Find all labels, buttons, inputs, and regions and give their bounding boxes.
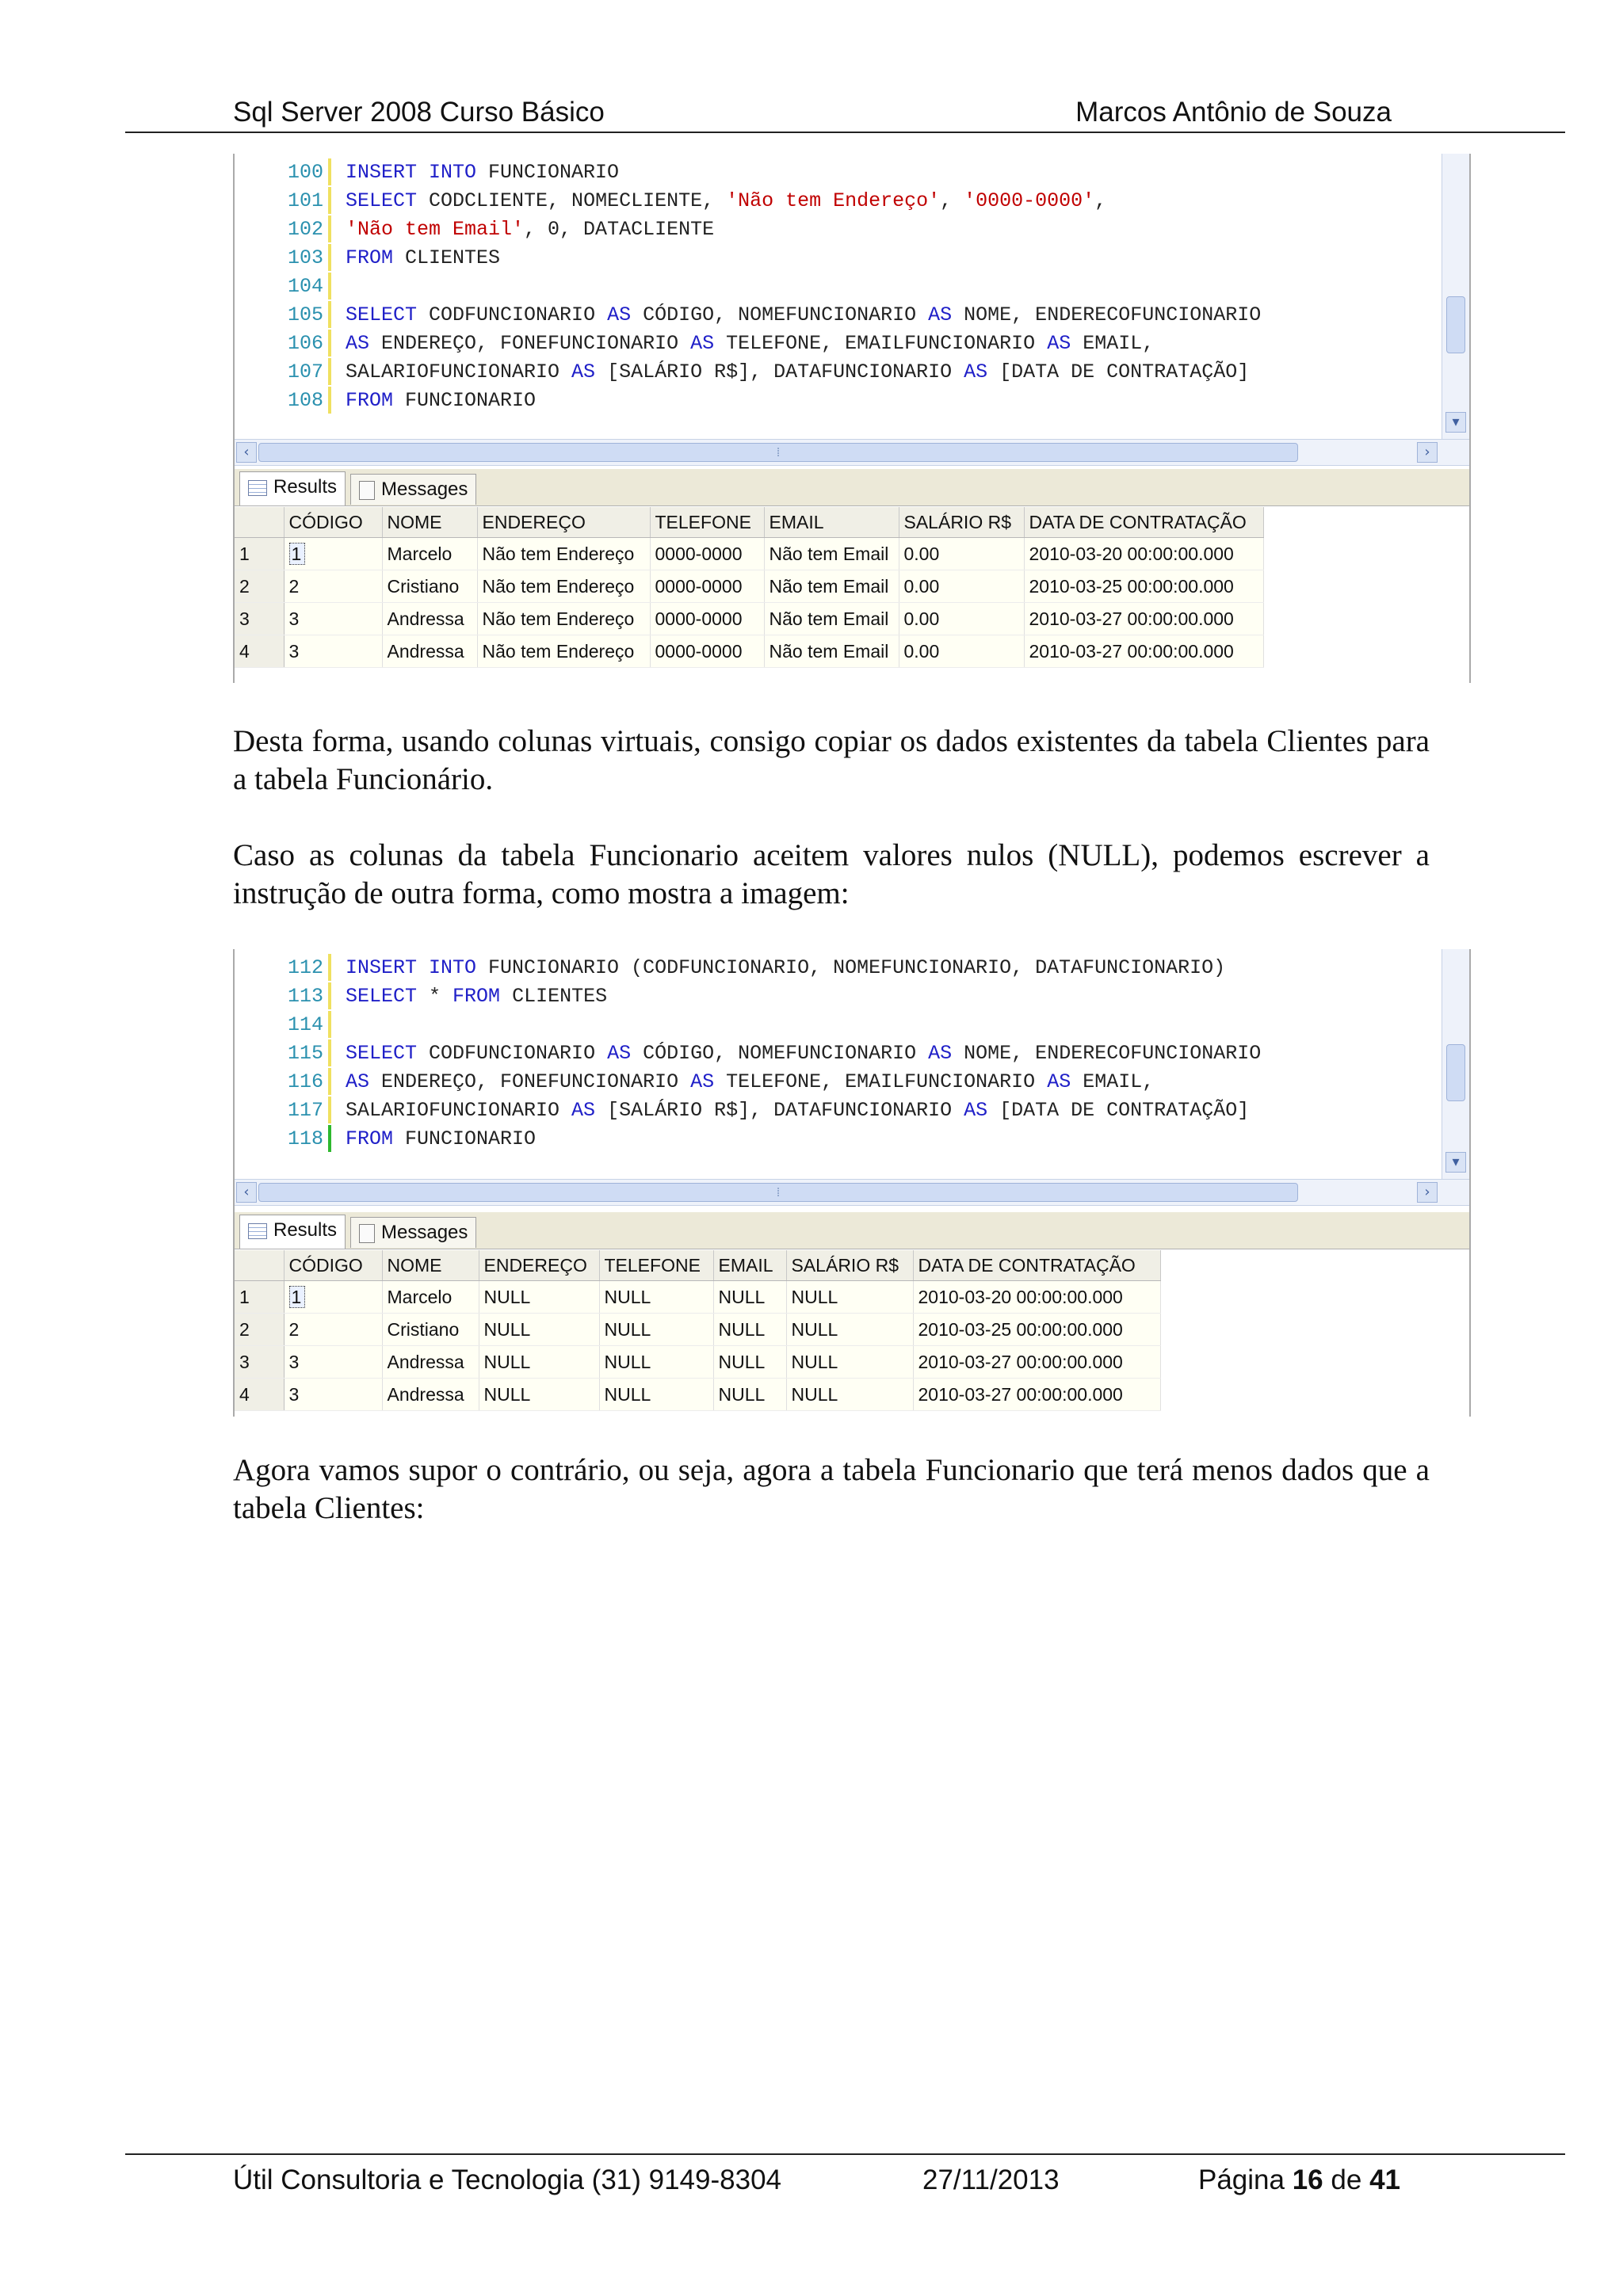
table-cell[interactable]: 3 xyxy=(284,1379,382,1411)
line-number: 116 xyxy=(287,1070,323,1093)
sql-text: TELEFONE, EMAILFUNCIONARIO xyxy=(726,1070,1048,1093)
code-line[interactable] xyxy=(235,215,714,244)
change-marker xyxy=(328,1125,331,1152)
scroll-left-icon[interactable]: ‹ xyxy=(236,442,257,463)
change-marker xyxy=(328,301,331,328)
table-row[interactable] xyxy=(235,1346,1160,1379)
sql-keyword: FROM xyxy=(453,985,513,1008)
table-cell[interactable]: NULL xyxy=(479,1379,599,1411)
change-marker xyxy=(328,358,331,385)
change-marker xyxy=(328,273,331,299)
table-row[interactable] xyxy=(235,1379,1160,1411)
footer-page-number: Página 16 de 41 xyxy=(1198,2164,1400,2195)
column-header[interactable]: ENDEREÇO xyxy=(479,1250,599,1281)
table-cell[interactable]: NULL xyxy=(786,1314,913,1346)
grid-icon xyxy=(248,480,267,496)
table-cell[interactable]: Não tem Endereço xyxy=(477,538,650,570)
table-cell[interactable]: NULL xyxy=(786,1281,913,1314)
table-cell[interactable]: NULL xyxy=(713,1314,786,1346)
table-cell[interactable]: Não tem Email xyxy=(764,570,899,603)
table-cell[interactable]: 2 xyxy=(284,1314,382,1346)
column-header[interactable]: ENDEREÇO xyxy=(477,507,650,538)
message-icon xyxy=(359,1224,375,1243)
sql-keyword: AS xyxy=(1047,332,1083,355)
sql-keyword: AS xyxy=(964,1099,1000,1122)
header-rule xyxy=(125,132,1565,133)
table-cell[interactable]: Cristiano xyxy=(382,1314,479,1346)
table-cell[interactable]: Não tem Endereço xyxy=(477,603,650,635)
code-line[interactable] xyxy=(235,387,536,415)
scroll-left-icon[interactable]: ‹ xyxy=(236,1182,257,1203)
sql-keyword: FROM xyxy=(346,246,406,269)
column-header[interactable]: CÓDIGO xyxy=(284,507,382,538)
line-number: 102 xyxy=(287,218,323,241)
sql-text: , 0, DATACLIENTE xyxy=(524,218,715,241)
line-number: 114 xyxy=(287,1013,323,1036)
row-number[interactable]: 1 xyxy=(235,538,284,570)
row-number[interactable]: 2 xyxy=(235,570,284,603)
sql-text: * xyxy=(429,985,453,1008)
sql-text: FUNCIONARIO (CODFUNCIONARIO, NOMEFUNCIONARIO, DATAFUNCIONARIO) xyxy=(488,956,1226,979)
sql-keyword: INSERT INTO xyxy=(346,161,489,184)
code-line[interactable] xyxy=(235,1068,1154,1097)
paragraph-3: Agora vamos supor o contrário, ou seja, agora a tabela Funcionario que terá menos dados que a tabela Clientes: xyxy=(233,1453,1430,1525)
line-number: 104 xyxy=(287,275,323,298)
change-marker xyxy=(328,158,331,185)
table-cell[interactable]: 2010-03-20 00:00:00.000 xyxy=(1024,538,1263,570)
header-title: Sql Server 2008 Curso Básico xyxy=(233,97,605,128)
selected-cell-value: 1 xyxy=(289,1286,306,1308)
footer-rule xyxy=(125,2153,1565,2155)
change-marker xyxy=(328,330,331,357)
sql-keyword: SELECT xyxy=(346,189,430,212)
sql-keyword: FROM xyxy=(346,1127,406,1150)
table-cell[interactable]: 0.00 xyxy=(899,570,1024,603)
scroll-right-icon[interactable]: › xyxy=(1417,1182,1438,1203)
sql-text: FUNCIONARIO xyxy=(488,161,620,184)
sql-text: , xyxy=(1094,189,1107,212)
sql-text: CODCLIENTE, NOMECLIENTE, xyxy=(429,189,727,212)
table-cell[interactable]: NULL xyxy=(713,1281,786,1314)
line-number: 107 xyxy=(287,360,323,383)
row-number[interactable]: 4 xyxy=(235,1379,284,1411)
sql-keyword: SELECT xyxy=(346,1042,430,1065)
footer-company: Útil Consultoria e Tecnologia (31) 9149-8304 xyxy=(233,2164,782,2195)
code-line[interactable] xyxy=(235,954,1225,982)
table-cell[interactable]: Não tem Endereço xyxy=(477,635,650,668)
line-number: 100 xyxy=(287,161,323,184)
table-cell[interactable]: NULL xyxy=(599,1314,713,1346)
sql-text: SALARIOFUNCIONARIO xyxy=(346,1099,572,1122)
table-row[interactable] xyxy=(235,538,1263,570)
column-header[interactable]: CÓDIGO xyxy=(284,1250,382,1281)
change-marker xyxy=(328,982,331,1009)
scroll-down-icon[interactable]: ▾ xyxy=(1445,412,1466,433)
table-cell[interactable]: Não tem Email xyxy=(764,635,899,668)
horizontal-scroll-thumb[interactable]: ⁞ xyxy=(258,1183,1298,1202)
vertical-scrollbar[interactable] xyxy=(1442,154,1469,439)
row-number[interactable]: 3 xyxy=(235,1346,284,1379)
sql-keyword: AS xyxy=(607,303,643,326)
results-tabbar xyxy=(235,1212,1469,1249)
results-tabbar xyxy=(235,469,1469,506)
code-line[interactable] xyxy=(235,1039,1261,1068)
code-area[interactable] xyxy=(235,949,1442,1179)
table-row[interactable] xyxy=(235,635,1263,668)
vertical-scroll-thumb[interactable] xyxy=(1446,1044,1465,1101)
sql-keyword: AS xyxy=(928,1042,964,1065)
change-marker xyxy=(328,215,331,242)
sql-string: '0000-0000' xyxy=(964,189,1095,212)
table-row[interactable] xyxy=(235,570,1263,603)
sql-keyword: AS xyxy=(964,360,1000,383)
vertical-scroll-thumb[interactable] xyxy=(1446,296,1465,353)
table-cell[interactable]: NULL xyxy=(713,1346,786,1379)
line-number: 103 xyxy=(287,246,323,269)
footer-date: 27/11/2013 xyxy=(922,2164,1060,2195)
sql-keyword: AS xyxy=(571,360,608,383)
column-header[interactable]: NOME xyxy=(382,507,477,538)
header-row xyxy=(235,507,1263,538)
sql-text: SALARIOFUNCIONARIO xyxy=(346,360,572,383)
table-cell[interactable]: 2010-03-20 00:00:00.000 xyxy=(913,1281,1160,1314)
table-cell[interactable]: 2010-03-25 00:00:00.000 xyxy=(1024,570,1263,603)
table-cell[interactable]: 0.00 xyxy=(899,538,1024,570)
table-cell[interactable]: 0000-0000 xyxy=(650,570,764,603)
sql-text: CÓDIGO, NOMEFUNCIONARIO xyxy=(643,1042,929,1065)
code-area[interactable] xyxy=(235,154,1442,439)
sql-text: NOME, ENDERECOFUNCIONARIO xyxy=(964,1042,1262,1065)
table-cell[interactable] xyxy=(284,1281,382,1314)
column-header[interactable]: DATA DE CONTRATAÇÃO xyxy=(1024,507,1263,538)
table-cell[interactable]: Andressa xyxy=(382,603,477,635)
table-cell[interactable]: Andressa xyxy=(382,1379,479,1411)
results-table xyxy=(235,507,1264,668)
sql-text: CLIENTES xyxy=(512,985,608,1008)
code-line[interactable] xyxy=(235,273,346,301)
line-number: 117 xyxy=(287,1099,323,1122)
code-line[interactable] xyxy=(235,301,1261,330)
sql-text: ENDEREÇO, FONEFUNCIONARIO xyxy=(381,1070,691,1093)
line-number: 108 xyxy=(287,389,323,412)
sql-keyword: AS xyxy=(346,1070,382,1093)
scroll-right-icon[interactable]: › xyxy=(1417,442,1438,463)
header-row xyxy=(235,1250,1160,1281)
table-cell[interactable]: 2 xyxy=(284,570,382,603)
table-cell[interactable]: NULL xyxy=(479,1346,599,1379)
sql-text: FUNCIONARIO xyxy=(405,389,537,412)
sql-text: , xyxy=(940,189,964,212)
table-cell[interactable]: 2010-03-27 00:00:00.000 xyxy=(913,1346,1160,1379)
message-icon xyxy=(359,481,375,500)
code-line[interactable] xyxy=(235,330,1154,358)
sql-text: [SALÁRIO R$], DATAFUNCIONARIO xyxy=(607,1099,964,1122)
code-line[interactable] xyxy=(235,244,500,273)
table-cell[interactable]: Marcelo xyxy=(382,538,477,570)
code-line[interactable] xyxy=(235,158,619,187)
sql-keyword: AS xyxy=(346,332,382,355)
table-cell[interactable]: Não tem Email xyxy=(764,538,899,570)
table-cell[interactable]: 2010-03-27 00:00:00.000 xyxy=(1024,635,1263,668)
code-line[interactable] xyxy=(235,1125,536,1154)
row-number-header xyxy=(235,1250,284,1281)
sql-text: CODFUNCIONARIO xyxy=(429,1042,608,1065)
table-cell[interactable]: 3 xyxy=(284,603,382,635)
sql-keyword: FROM xyxy=(346,389,406,412)
table-cell[interactable] xyxy=(284,538,382,570)
table-cell[interactable]: NULL xyxy=(599,1281,713,1314)
line-number: 106 xyxy=(287,332,323,355)
column-header[interactable]: SALÁRIO R$ xyxy=(786,1250,913,1281)
table-row[interactable] xyxy=(235,603,1263,635)
table-cell[interactable]: Não tem Endereço xyxy=(477,570,650,603)
sql-string: 'Não tem Endereço' xyxy=(726,189,941,212)
sql-text: NOME, ENDERECOFUNCIONARIO xyxy=(964,303,1262,326)
sql-keyword: AS xyxy=(928,303,964,326)
results-grid xyxy=(235,1250,1469,1417)
table-cell[interactable]: NULL xyxy=(599,1379,713,1411)
tab-messages[interactable]: Messages xyxy=(350,474,476,505)
sql-text: TELEFONE, EMAILFUNCIONARIO xyxy=(726,332,1048,355)
column-header[interactable]: NOME xyxy=(382,1250,479,1281)
row-number[interactable]: 2 xyxy=(235,1314,284,1346)
sql-text: EMAIL, xyxy=(1083,332,1155,355)
code-line[interactable] xyxy=(235,982,607,1011)
table-row[interactable] xyxy=(235,1281,1160,1314)
horizontal-scrollbar[interactable] xyxy=(235,1179,1469,1206)
code-line[interactable] xyxy=(235,187,1106,215)
table-cell[interactable]: 0000-0000 xyxy=(650,538,764,570)
code-line[interactable] xyxy=(235,1011,346,1039)
sql-string: 'Não tem Email' xyxy=(346,218,525,241)
sql-keyword: SELECT xyxy=(346,985,430,1008)
sql-text: FUNCIONARIO xyxy=(405,1127,537,1150)
column-header[interactable]: TELEFONE xyxy=(599,1250,713,1281)
line-number: 101 xyxy=(287,189,323,212)
results-grid xyxy=(235,507,1469,683)
selected-cell-value: 1 xyxy=(289,543,306,565)
change-marker xyxy=(328,387,331,414)
page-header xyxy=(233,97,1392,128)
row-number[interactable]: 3 xyxy=(235,603,284,635)
table-cell[interactable]: Não tem Email xyxy=(764,603,899,635)
horizontal-scrollbar[interactable] xyxy=(235,439,1469,466)
change-marker xyxy=(328,1097,331,1123)
change-marker xyxy=(328,187,331,214)
table-cell[interactable]: Marcelo xyxy=(382,1281,479,1314)
sql-text: CÓDIGO, NOMEFUNCIONARIO xyxy=(643,303,929,326)
tab-results[interactable]: Results xyxy=(239,471,346,505)
change-marker xyxy=(328,1039,331,1066)
query-editor[interactable] xyxy=(235,949,1469,1179)
table-cell[interactable]: Cristiano xyxy=(382,570,477,603)
row-number[interactable]: 4 xyxy=(235,635,284,668)
sql-keyword: SELECT xyxy=(346,303,430,326)
line-number: 115 xyxy=(287,1042,323,1065)
column-header[interactable]: TELEFONE xyxy=(650,507,764,538)
table-cell[interactable]: Andressa xyxy=(382,1346,479,1379)
change-marker xyxy=(328,244,331,271)
change-marker xyxy=(328,1068,331,1095)
sql-keyword: AS xyxy=(1047,1070,1083,1093)
results-table xyxy=(235,1250,1161,1411)
table-cell[interactable]: NULL xyxy=(786,1379,913,1411)
table-cell[interactable]: 3 xyxy=(284,1346,382,1379)
line-number: 118 xyxy=(287,1127,323,1150)
grid-icon xyxy=(248,1223,267,1239)
paragraph-1: Desta forma, usando colunas virtuais, consigo copiar os dados existentes da tabela Clientes para a tabela Funcionário. xyxy=(233,724,1430,796)
sql-text: ENDEREÇO, FONEFUNCIONARIO xyxy=(381,332,691,355)
sql-text: EMAIL, xyxy=(1083,1070,1155,1093)
table-cell[interactable]: 0000-0000 xyxy=(650,635,764,668)
query-editor[interactable] xyxy=(235,154,1469,439)
column-header[interactable]: EMAIL xyxy=(764,507,899,538)
row-number[interactable]: 1 xyxy=(235,1281,284,1314)
sql-text: CLIENTES xyxy=(405,246,501,269)
line-number: 113 xyxy=(287,985,323,1008)
change-marker xyxy=(328,1011,331,1038)
sql-keyword: AS xyxy=(690,332,727,355)
tab-results[interactable]: Results xyxy=(239,1215,346,1249)
table-cell[interactable]: NULL xyxy=(479,1281,599,1314)
table-cell[interactable]: 2010-03-27 00:00:00.000 xyxy=(1024,603,1263,635)
table-cell[interactable]: 0.00 xyxy=(899,603,1024,635)
sql-keyword: INSERT INTO xyxy=(346,956,489,979)
table-cell[interactable]: 0000-0000 xyxy=(650,603,764,635)
table-cell[interactable]: 0.00 xyxy=(899,635,1024,668)
paragraph-2: Caso as colunas da tabela Funcionario aceitem valores nulos (NULL), podemos escrever a instrução de outra forma, como mostra a imagem: xyxy=(233,838,1430,910)
vertical-scrollbar[interactable] xyxy=(1442,949,1469,1179)
sql-keyword: AS xyxy=(607,1042,643,1065)
code-line[interactable] xyxy=(235,1097,1249,1125)
column-header[interactable]: EMAIL xyxy=(713,1250,786,1281)
column-header[interactable]: DATA DE CONTRATAÇÃO xyxy=(913,1250,1160,1281)
table-cell[interactable]: NULL xyxy=(479,1314,599,1346)
row-number-header xyxy=(235,507,284,538)
sql-text: CODFUNCIONARIO xyxy=(429,303,608,326)
sql-keyword: AS xyxy=(690,1070,727,1093)
change-marker xyxy=(328,954,331,981)
table-cell[interactable]: Andressa xyxy=(382,635,477,668)
column-header[interactable]: SALÁRIO R$ xyxy=(899,507,1024,538)
table-row[interactable] xyxy=(235,1314,1160,1346)
sql-text: [DATA DE CONTRATAÇÃO] xyxy=(999,360,1250,383)
line-number: 105 xyxy=(287,303,323,326)
header-author: Marcos Antônio de Souza xyxy=(1075,97,1392,128)
line-number: 112 xyxy=(287,956,323,979)
table-cell[interactable]: NULL xyxy=(713,1379,786,1411)
sql-keyword: AS xyxy=(571,1099,608,1122)
sql-text: [DATA DE CONTRATAÇÃO] xyxy=(999,1099,1250,1122)
table-cell[interactable]: 2010-03-25 00:00:00.000 xyxy=(913,1314,1160,1346)
table-cell[interactable]: 2010-03-27 00:00:00.000 xyxy=(913,1379,1160,1411)
table-cell[interactable]: 3 xyxy=(284,635,382,668)
code-line[interactable] xyxy=(235,358,1249,387)
horizontal-scroll-thumb[interactable]: ⁞ xyxy=(258,443,1298,462)
sql-screenshot-1 xyxy=(233,154,1471,683)
sql-text: [SALÁRIO R$], DATAFUNCIONARIO xyxy=(607,360,964,383)
sql-screenshot-2 xyxy=(233,949,1471,1417)
scroll-down-icon[interactable]: ▾ xyxy=(1445,1152,1466,1173)
table-cell[interactable]: NULL xyxy=(786,1346,913,1379)
tab-messages[interactable]: Messages xyxy=(350,1217,476,1248)
table-cell[interactable]: NULL xyxy=(599,1346,713,1379)
